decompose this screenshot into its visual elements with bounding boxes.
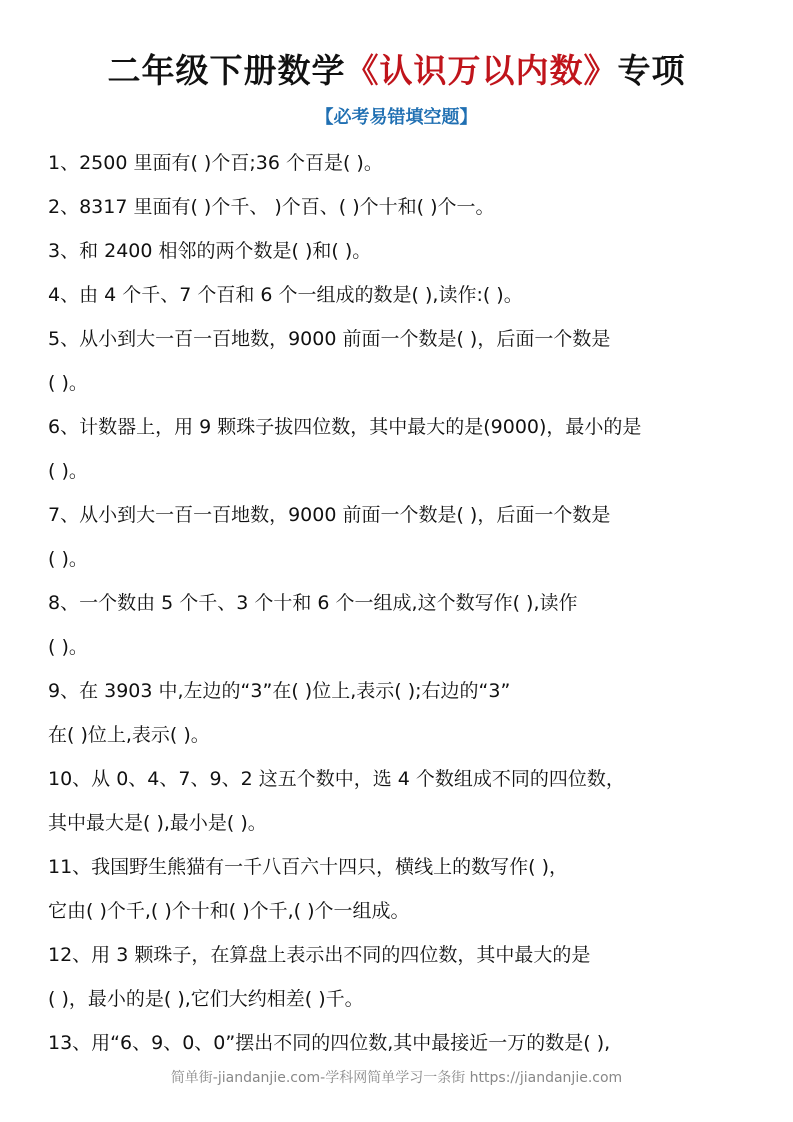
question-line: 1、2500 里面有( )个百;36 个百是( )。 <box>48 152 383 174</box>
title-part-2: 《认识万以内数》 <box>345 51 618 90</box>
question-line: ( )。 <box>48 460 88 482</box>
question-line: 它由( )个千,( )个十和( )个千,( )个一组成。 <box>48 900 410 922</box>
question-line: 6、计数器上，用 9 颗珠子拔四位数，其中最大的是(9000)，最小的是 <box>48 416 642 438</box>
question-line: 2、8317 里面有( )个千、 )个百、( )个十和( )个一。 <box>48 196 495 218</box>
question-line: 9、在 3903 中,左边的“3”在( )位上,表示( );右边的“3” <box>48 680 511 702</box>
question-line: ( )。 <box>48 372 88 394</box>
title-part-3: 专项 <box>617 51 686 90</box>
page-title <box>0 46 793 96</box>
question-line: 12、用 3 颗珠子，在算盘上表示出不同的四位数，其中最大的是 <box>48 944 591 966</box>
question-line: 4、由 4 个千、7 个百和 6 个一组成的数是( ),读作:( )。 <box>48 284 523 306</box>
question-line: 3、和 2400 相邻的两个数是( )和( )。 <box>48 240 372 262</box>
title-part-1: 二年级下册数学 <box>107 51 346 90</box>
question-line: 11、我国野生熊猫有一千八百六十四只，横线上的数写作( )， <box>48 856 569 878</box>
question-line: 在( )位上,表示( )。 <box>48 724 210 746</box>
question-line: 5、从小到大一百一百地数，9000 前面一个数是( )，后面一个数是 <box>48 328 611 350</box>
question-line: 8、一个数由 5 个千、3 个十和 6 个一组成,这个数写作( ),读作 <box>48 592 578 614</box>
question-line: 7、从小到大一百一百地数，9000 前面一个数是( )，后面一个数是 <box>48 504 611 526</box>
question-line: 其中最大是( ),最小是( )。 <box>48 812 267 834</box>
question-line: ( )。 <box>48 548 88 570</box>
question-line: ( )，最小的是( ),它们大约相差( )千。 <box>48 988 364 1010</box>
question-line: 10、从 0、4、7、9、2 这五个数中，选 4 个数组成不同的四位数， <box>48 768 625 790</box>
question-line: ( )。 <box>48 636 88 658</box>
page-subtitle: 【必考易错填空题】 <box>315 107 478 128</box>
question-line: 13、用“6、9、0、0”摆出不同的四位数,其中最接近一万的数是( ), <box>48 1032 611 1054</box>
page-footer: 简单街-jiandanjie.com-学科网简单学习一条街 https://jiandanjie.com <box>170 1070 623 1086</box>
